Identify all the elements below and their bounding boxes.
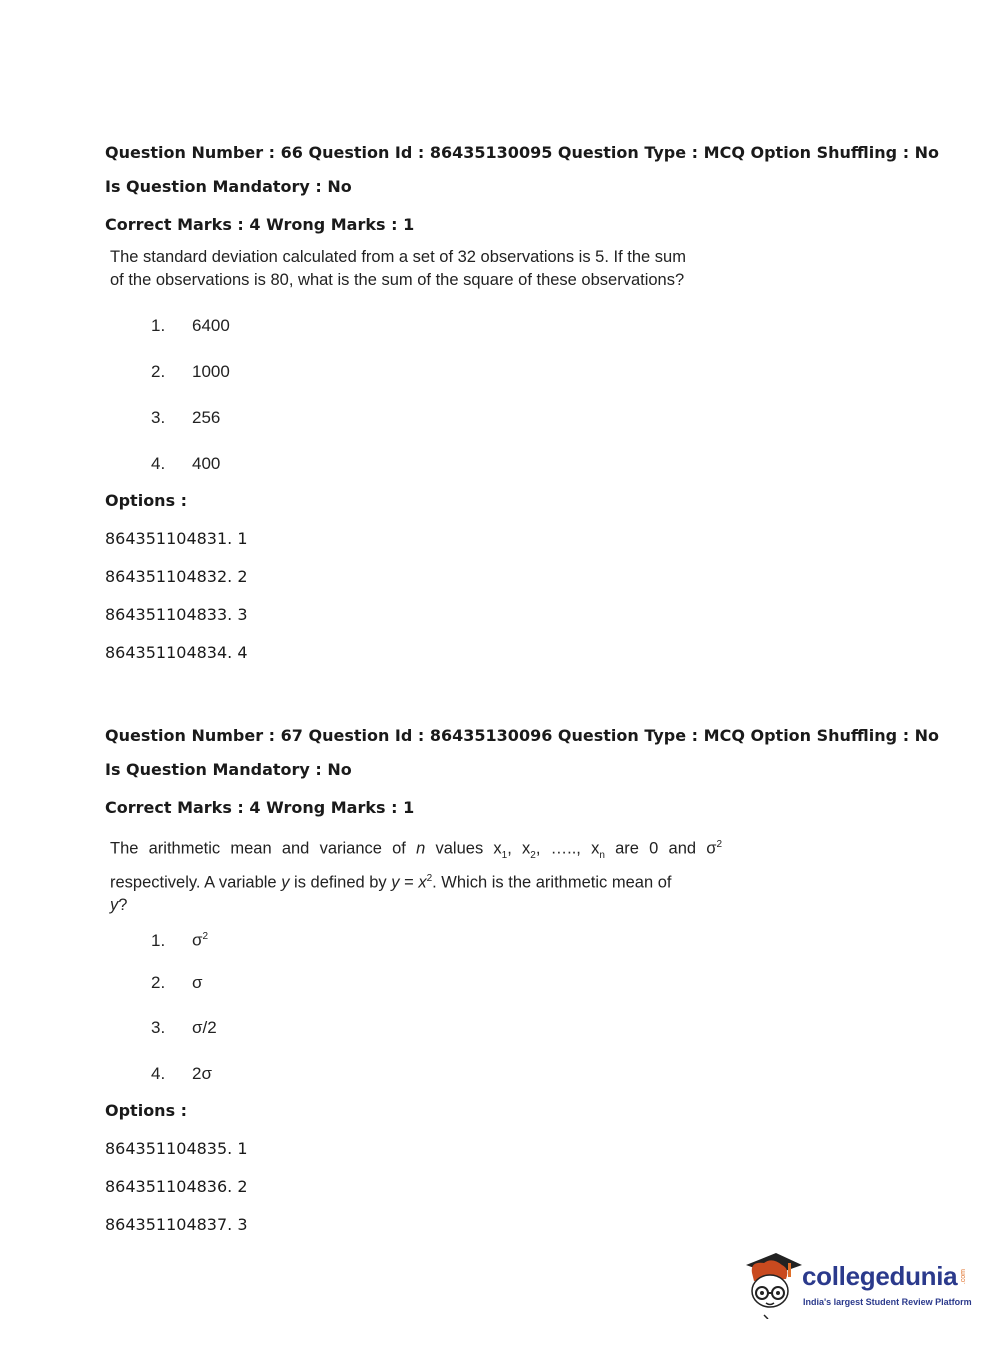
choice-item [151,927,208,951]
choice-number: 2. [151,973,166,992]
question-meta: Question Number : 66 Question Id : 86435130095 Question Type : MCQ Option Shuffling : No [105,143,940,162]
question-mandatory: Is Question Mandatory : No [105,760,352,779]
choice-text: σ/2 [192,1018,217,1037]
question-marks: Correct Marks : 4 Wrong Marks : 1 [105,215,415,234]
choice-text: 6400 [192,316,230,335]
collegedunia-logo [742,1249,972,1319]
option-id: 864351104836. 2 [105,1177,248,1196]
stem-line: of the observations is 80, what is the sum of the square of these observations? [110,271,685,289]
options-label: Options : [105,1101,188,1120]
choice-number: 4. [151,1064,166,1083]
choice-text: 2σ [192,1064,212,1083]
choice-item [151,454,220,474]
choice-text: 400 [192,454,221,473]
choice-item [151,1064,212,1084]
choice-item [151,408,220,428]
stem-line: The standard deviation calculated from a set of 32 observations is 5. If the sum [110,248,686,266]
option-id: 864351104831. 1 [105,529,248,548]
choice-superscript: 2 [202,931,209,942]
logo-wordmark: collegedunia [802,1261,958,1291]
choice-number: 3. [151,1018,166,1037]
option-id: 864351104837. 3 [105,1215,248,1234]
choice-number: 1. [151,316,166,335]
choice-text: 256 [192,408,221,427]
choice-text: σ [192,930,203,950]
choice-item [151,1018,217,1038]
mascot-icon [742,1249,804,1319]
stem-line: The arithmetic mean and variance of n values $x_1$, $x_2$, ….., $x_n$ are 0 and $\sigma^2$ [110,839,723,861]
option-id: 864351104834. 4 [105,643,248,662]
stem-line: y? [110,896,128,915]
question-meta: Question Number : 67 Question Id : 86435130096 Question Type : MCQ Option Shuffling : No [105,726,940,745]
question-stem [110,833,722,917]
options-label: Options : [105,491,188,510]
question-stem [110,246,730,292]
stem-line: respectively. A variable y is defined by $y = x^2$. Which is the arithmetic mean of [110,872,672,892]
choice-text: σ [192,973,203,992]
choice-text: 1000 [192,362,230,381]
choice-number: 3. [151,408,166,427]
question-marks: Correct Marks : 4 Wrong Marks : 1 [105,798,415,817]
choice-number: 2. [151,362,166,381]
choice-number: 4. [151,454,166,473]
option-id: 864351104832. 2 [105,567,248,586]
choice-number: 1. [151,930,166,950]
logo-tagline: India's largest Student Review Platform [803,1297,972,1307]
logo-com: .com [960,1269,967,1285]
option-id: 864351104835. 1 [105,1139,248,1158]
question-mandatory: Is Question Mandatory : No [105,177,352,196]
option-id: 864351104833. 3 [105,605,248,624]
choice-item [151,316,230,336]
choice-item [151,362,230,382]
choice-item [151,973,203,993]
